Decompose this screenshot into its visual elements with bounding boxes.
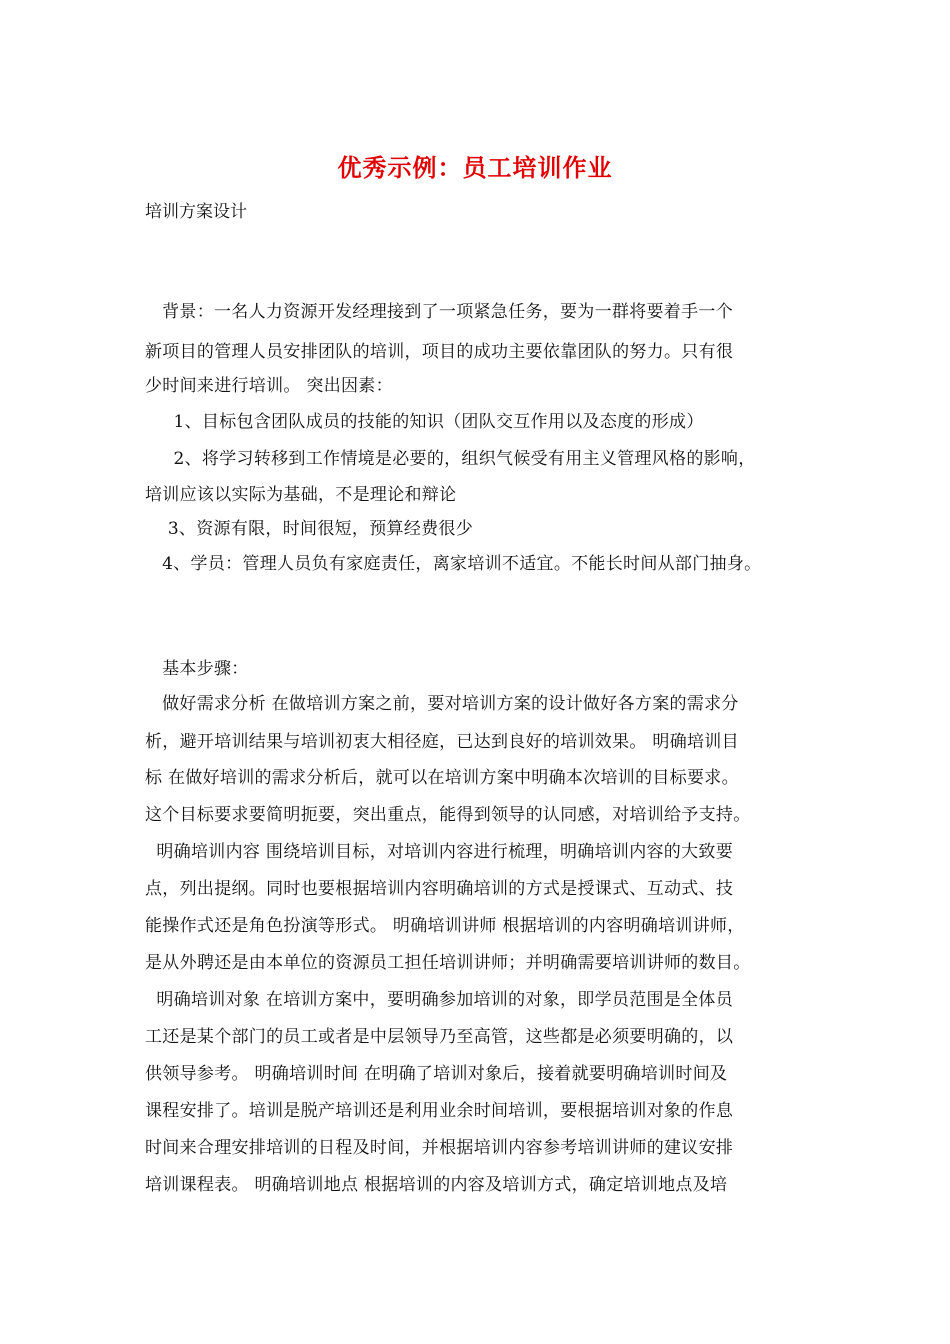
steps-paragraph-line: 标 在做好培训的需求分析后，就可以在培训方案中明确本次培训的目标要求。 [145,768,739,788]
factor-item: 1、目标包含团队成员的技能的知识（团队交互作用以及态度的形成） [145,412,704,432]
steps-paragraph-line: 培训课程表。 明确培训地点 根据培训的内容及培训方式，确定培训地点及培 [145,1175,728,1195]
background-line: 少时间来进行培训。 突出因素： [145,376,393,396]
steps-paragraph-line: 供领导参考。 明确培训时间 在明确了培训对象后，接着就要明确培训时间及 [145,1064,728,1084]
steps-paragraph-line: 点，列出提纲。同时也要根据培训内容明确培训的方式是授课式、互动式、技 [145,879,734,899]
steps-paragraph-line: 是从外聘还是由本单位的资源员工担任培训讲师；并明确需要培训讲师的数目。 [145,953,751,973]
document-title: 优秀示例：员工培训作业 [337,153,613,182]
steps-paragraph-line: 做好需求分析 在做培训方案之前，要对培训方案的设计做好各方案的需求分 [145,694,739,714]
steps-paragraph-line: 工还是某个部门的员工或者是中层领导乃至高管，这些都是必须要明确的，以 [145,1027,734,1047]
factor-item: 4、学员：管理人员负有家庭责任，离家培训不适宜。不能长时间从部门抽身。 [145,554,762,574]
document-subtitle: 培训方案设计 [145,202,247,222]
factor-item: 3、资源有限，时间很短，预算经费很少 [145,519,474,539]
steps-paragraph-line: 时间来合理安排培训的日程及时间，并根据培训内容参考培训讲师的建议安排 [145,1138,734,1158]
steps-paragraph-line: 明确培训对象 在培训方案中，要明确参加培训的对象，即学员范围是全体员 [145,990,734,1010]
factor-item: 2、将学习转移到工作情境是必要的，组织气候受有用主义管理风格的影响， [145,449,756,469]
steps-paragraph-line: 课程安排了。培训是脱产培训还是利用业余时间培训，要根据培训对象的作息 [145,1101,734,1121]
steps-paragraph-line: 这个目标要求要简明扼要，突出重点，能得到领导的认同感，对培训给予支持。 [145,805,751,825]
background-line: 背景：一名人力资源开发经理接到了一项紧急任务，要为一群将要着手一个 [145,302,734,322]
factor-item-continued: 培训应该以实际为基础，不是理论和辩论 [145,485,457,505]
background-line: 新项目的管理人员安排团队的培训，项目的成功主要依靠团队的努力。只有很 [145,342,734,362]
steps-paragraph-line: 明确培训内容 围绕培训目标，对培训内容进行梳理，明确培训内容的大致要 [145,842,734,862]
steps-heading: 基本步骤： [145,659,249,679]
steps-paragraph-line: 能操作式还是角色扮演等形式。 明确培训讲师 根据培训的内容明确培训讲师， [145,916,745,936]
steps-paragraph-line: 析，避开培训结果与培训初衷大相径庭，已达到良好的培训效果。 明确培训目 [145,732,739,752]
